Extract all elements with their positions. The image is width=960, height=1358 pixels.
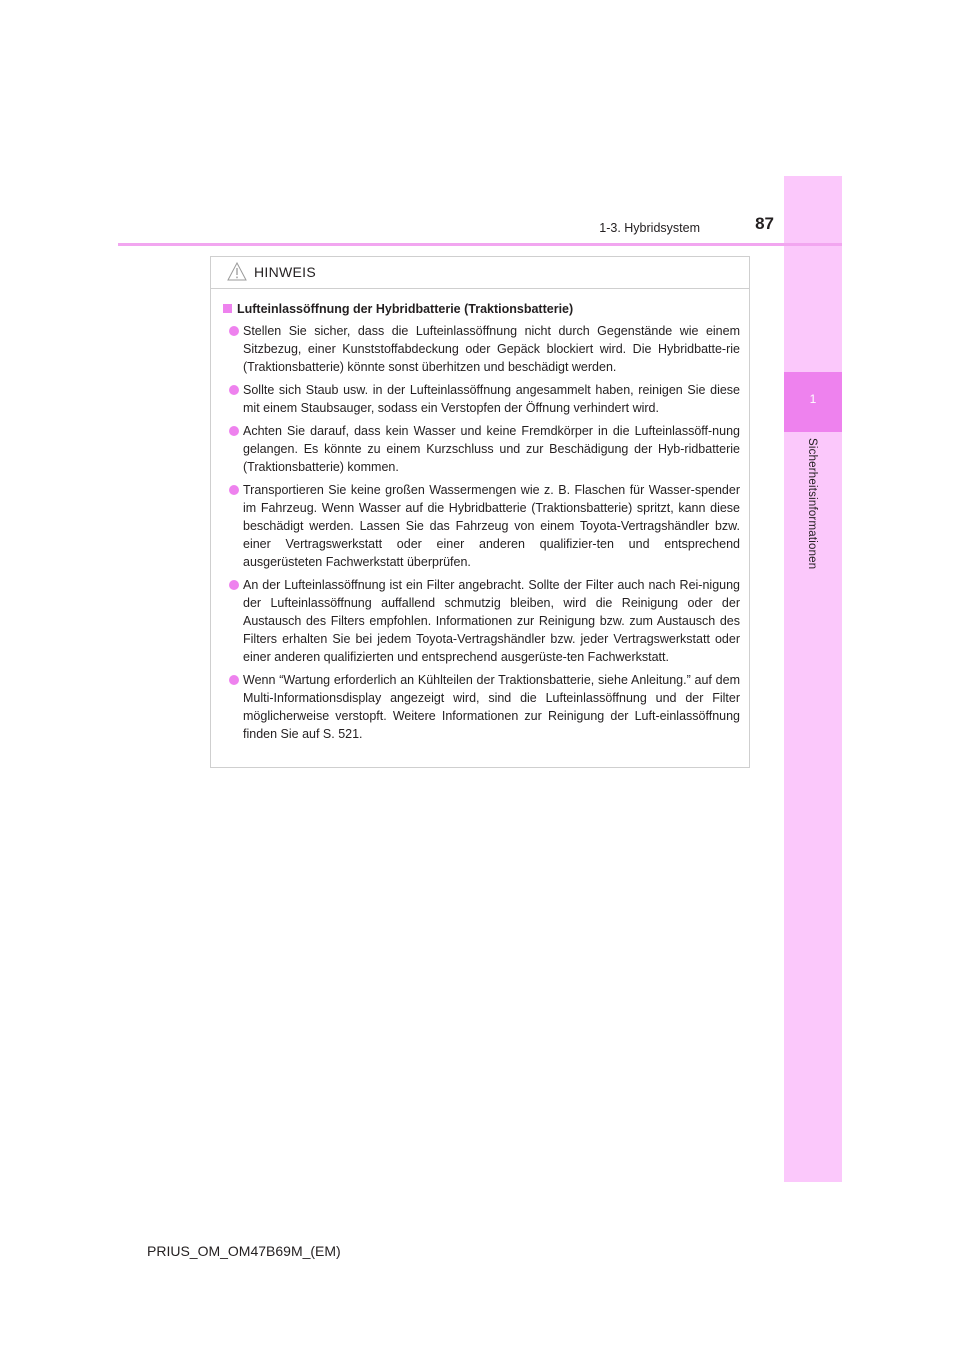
notice-bullet <box>222 481 740 571</box>
notice-bullet <box>222 671 740 743</box>
notice-bullet-text: Stellen Sie sicher, dass die Lufteinlassöffnung nicht durch Gegenstände wie einem Sitzbezug, einer Kunststoffabdeckung oder Gepäck blockiert wird. Die Hybridbatte-rie (Traktionsbatterie) könnte sonst überhitzen und beschädigt werden. <box>243 324 740 374</box>
bullet-dot-icon <box>229 426 239 436</box>
notice-bullet <box>222 322 740 376</box>
notice-bullet-text: Transportieren Sie keine großen Wassermengen wie z. B. Flaschen für Wasser-spender im Fahrzeug. Wenn Wasser auf die Hybridbatterie (Traktionsbatterie) spritzt, kann diese beschädigt werden. Lassen Sie das Fahrzeug von einem Toyota-Vertragshändler bzw. einer Vertragswerkstatt oder einer anderen qualifizier-ten und entsprechend ausgerüsteten Fachwerkstatt überprüfen. <box>243 483 740 569</box>
notice-bullet-text: Wenn “Wartung erforderlich an Kühlteilen der Traktionsbatterie, siehe Anleitung.” auf dem Multi-Informationsdisplay angezeigt wird, sind die Lufteinlassöffnung und der Filter möglicherweise verstopft. Weitere Informationen zur Reinigung der Luft-einlassöffnung finden Sie auf S. 521. <box>243 673 740 741</box>
warning-triangle-icon <box>227 262 247 281</box>
notice-content <box>211 289 749 743</box>
bullet-dot-icon <box>229 385 239 395</box>
section-title: 1-3. Hybridsystem <box>599 221 700 235</box>
bullet-dot-icon <box>229 580 239 590</box>
chapter-number: 1 <box>809 392 817 406</box>
chapter-label: Sicherheitsinformationen <box>806 438 818 570</box>
header-divider <box>118 243 842 246</box>
bullet-dot-icon <box>229 326 239 336</box>
notice-bullet-text: Sollte sich Staub usw. in der Lufteinlassöffnung angesammelt haben, reinigen Sie diese mit einem Staubsauger, sodass ein Verstopfen der Öffnung verhindert wird. <box>243 383 740 415</box>
notice-bullet-text: An der Lufteinlassöffnung ist ein Filter angebracht. Sollte der Filter auch nach Rei-nigung der Lufteinlassöffnung auffallend schmutzig bleiben, wird die Reinigung oder der Austausch des Filters empfohlen. Informationen zur Reinigung bzw. zum Austausch des Filters erhalten Sie bei jedem Toyota-Vertragshändler bzw. jeder Vertragswerkstatt oder einer anderen qualifizierten und entsprechend ausgerüste-ten Fachwerkstatt. <box>243 578 740 664</box>
notice-bullet <box>222 576 740 666</box>
notice-bullet-text: Achten Sie darauf, dass kein Wasser und keine Fremdkörper in die Lufteinlassöff-nung gelangen. Es könnte zu einem Kurzschluss und zur Beschädigung der Hyb-ridbatterie (Traktionsbatterie) kommen. <box>243 424 740 474</box>
notice-title: HINWEIS <box>254 264 316 280</box>
footer-document-code: PRIUS_OM_OM47B69M_(EM) <box>147 1243 341 1259</box>
notice-bullet <box>222 381 740 417</box>
page-number: 87 <box>755 214 774 233</box>
square-bullet-icon <box>223 304 232 313</box>
notice-box <box>210 256 750 768</box>
bullet-dot-icon <box>229 675 239 685</box>
notice-header <box>211 257 749 289</box>
bullet-dot-icon <box>229 485 239 495</box>
notice-subheading <box>222 300 740 318</box>
notice-subheading-text: Lufteinlassöffnung der Hybridbatterie (Traktionsbatterie) <box>237 302 574 316</box>
notice-bullet <box>222 422 740 476</box>
chapter-side-tab <box>784 176 842 1182</box>
